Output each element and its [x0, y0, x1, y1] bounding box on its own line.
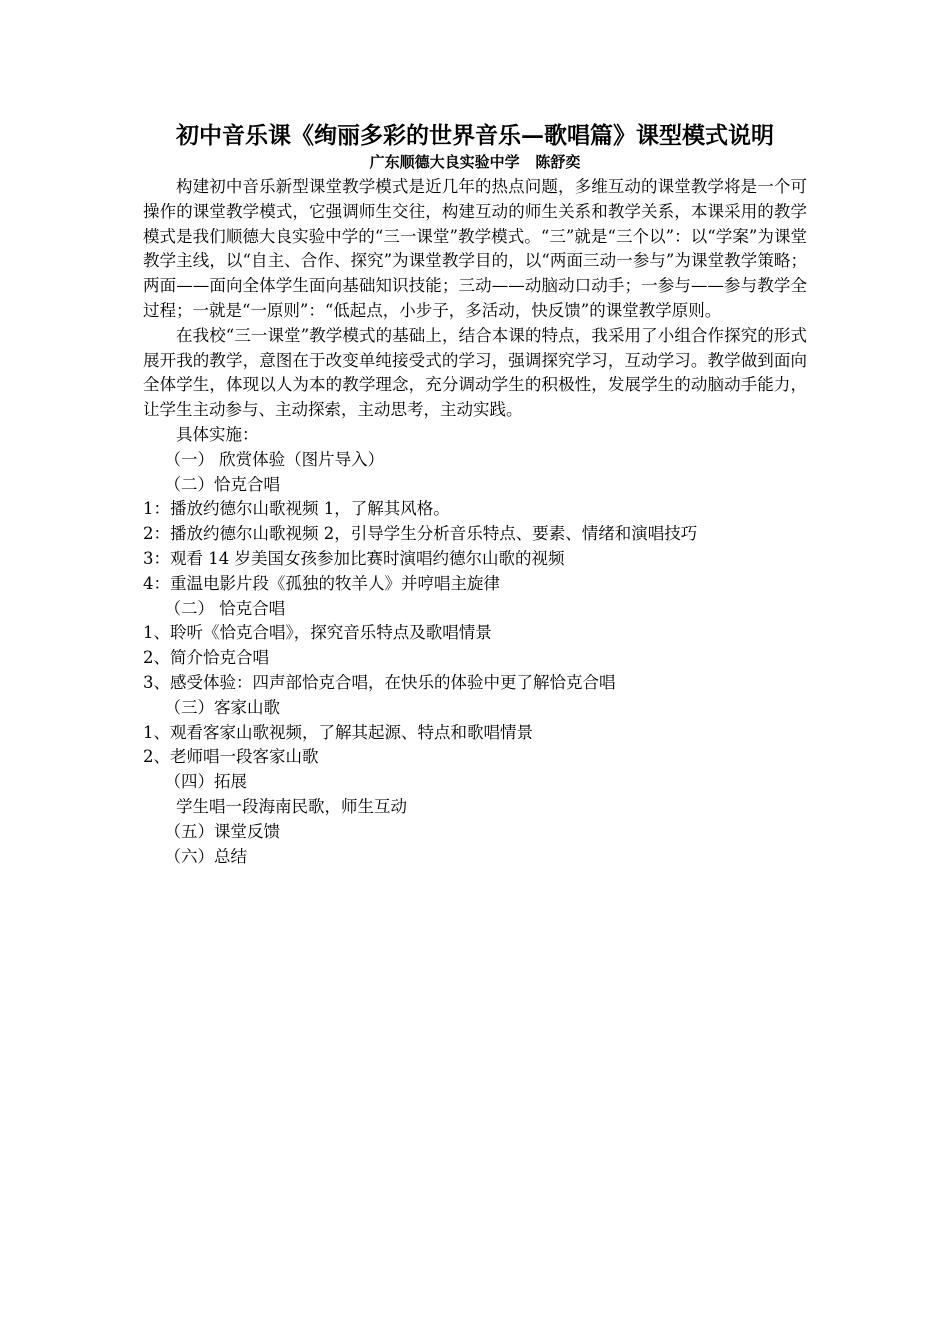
author-line: 广东顺德大良实验中学 陈舒奕: [369, 153, 581, 171]
list-item: 学生唱一段海南民歌，师生互动: [176, 796, 407, 816]
list-item: 1：播放约德尔山歌视频 1，了解其风格。: [143, 499, 450, 519]
section-heading: （四）拓展: [164, 772, 247, 792]
implementation-label: 具体实施：: [176, 424, 259, 444]
list-item: 2、老师唱一段客家山歌: [143, 747, 319, 767]
section-heading: （五）课堂反馈: [164, 821, 280, 841]
section-heading: （二） 恰克合唱: [164, 598, 286, 618]
section-heading: （二）恰克合唱: [164, 474, 280, 494]
intro-paragraph: 构建初中音乐新型课堂教学模式是近几年的热点问题，多维互动的课堂教学将是一个可操作的课堂教学模式，它强调师生交往，构建互动的师生关系和教学关系，本课采用的教学模式是我们顺德大良实验中学的“三一课堂”教学模式。“三”就是“三个以”：以“学案”为课堂教学主线，以“自主、合作、探究”为课堂教学目的，以“两面三动一参与”为课堂教学策略；两面——面向全体学生面向基础知识技能；三动——动脑动口动手；一参与——参与教学全过程；一就是“一原则”：“低起点，小步子，多活动，快反馈”的课堂教学原则。: [143, 177, 807, 320]
section-heading: （六）总结: [164, 846, 247, 866]
document-body: [143, 175, 807, 869]
document-title: 初中音乐课《绚丽多彩的世界音乐—歌唱篇》课型模式说明: [176, 122, 774, 149]
list-item: 3、感受体验：四声部恰克合唱，在快乐的体验中更了解恰克合唱: [143, 672, 616, 692]
list-item: 4：重温电影片段《孤独的牧羊人》并哼唱主旋律: [143, 573, 500, 593]
list-item: 1、聆听《恰克合唱》，探究音乐特点及歌唱情景: [143, 623, 492, 643]
list-item: 3：观看 14 岁美国女孩参加比赛时演唱约德尔山歌的视频: [143, 548, 565, 568]
list-item: 2：播放约德尔山歌视频 2，引导学生分析音乐特点、要素、情绪和演唱技巧: [143, 524, 698, 544]
section-heading: （三）客家山歌: [164, 697, 280, 717]
list-item: 2、简介恰克合唱: [143, 648, 269, 668]
implementation-list: [143, 448, 807, 870]
section-heading: （一） 欣赏体验（图片导入）: [164, 449, 385, 469]
list-item: 1、观看客家山歌视频，了解其起源、特点和歌唱情景: [143, 722, 533, 742]
method-paragraph: 在我校“三一课堂”教学模式的基础上，结合本课的特点，我采用了小组合作探究的形式展开我的教学，意图在于改变单纯接受式的学习，强调探究学习，互动学习。教学做到面向全体学生，体现以人为本的教学理念，充分调动学生的积极性，发展学生的动脑动手能力，让学生主动参与、主动探索，主动思考，主动实践。: [143, 325, 807, 420]
